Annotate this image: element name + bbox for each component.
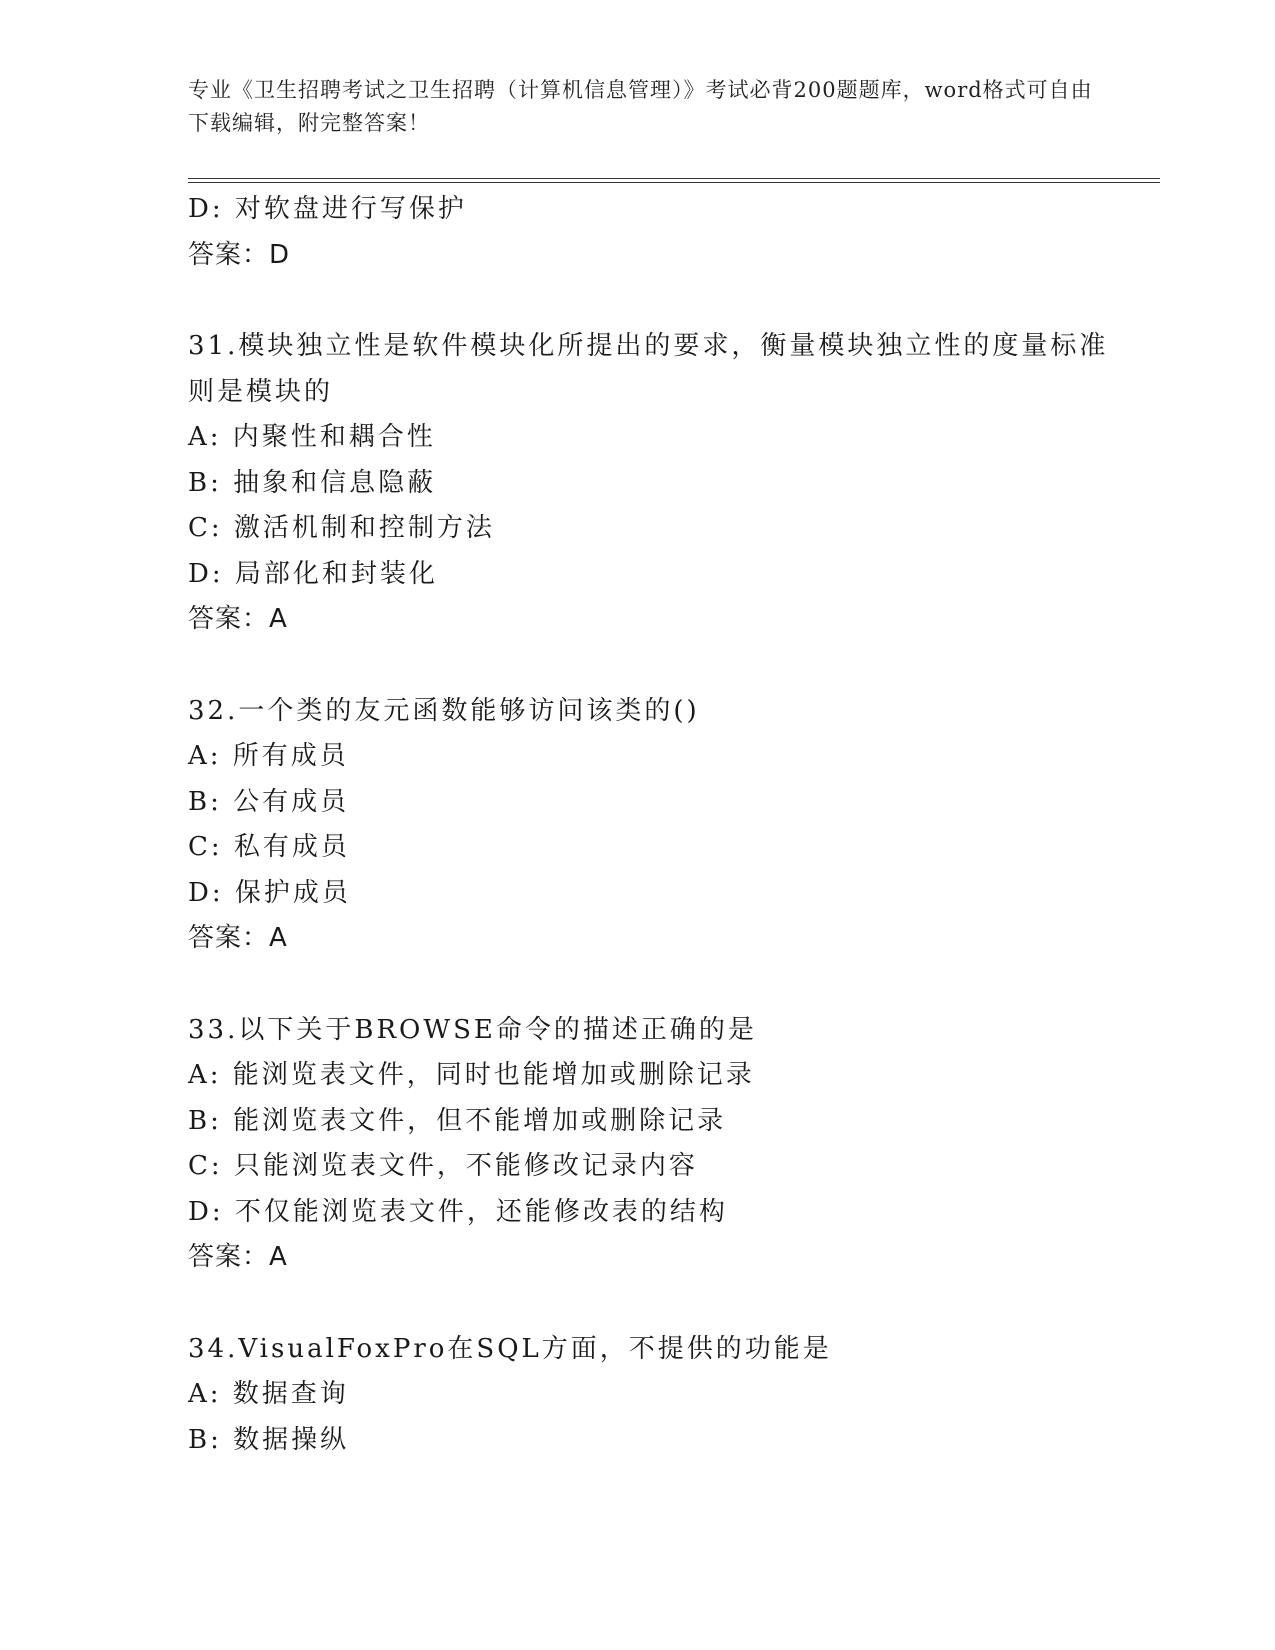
option-c: C: 激活机制和控制方法 <box>188 513 495 543</box>
question-33 <box>188 1008 1128 1281</box>
option-a: A: 数据查询 <box>188 1379 349 1409</box>
answer-label: 答案：D <box>188 239 291 270</box>
question-32 <box>188 689 1128 962</box>
answer-label: 答案：A <box>188 923 288 953</box>
header-divider <box>188 178 1160 183</box>
option-a: A: 所有成员 <box>188 741 349 771</box>
answer-label: 答案：A <box>188 1242 288 1272</box>
option-a: A: 能浏览表文件，同时也能增加或删除记录 <box>188 1060 755 1090</box>
question-stem: 31.模块独立性是软件模块化所提出的要求，衡量模块独立性的度量标准则是模块的 <box>188 331 1109 407</box>
option-b: B: 能浏览表文件，但不能增加或删除记录 <box>188 1105 727 1136</box>
question-stem: 32.一个类的友元函数能够访问该类的() <box>188 695 700 726</box>
option-d: D: 对软盘进行写保护 <box>188 194 467 224</box>
question-31 <box>188 324 1128 643</box>
question-34 <box>188 1327 1128 1464</box>
question-list <box>188 187 1128 1463</box>
option-a: A: 内聚性和耦合性 <box>188 422 436 452</box>
option-c: C: 只能浏览表文件，不能修改记录内容 <box>188 1151 698 1181</box>
option-b: B: 抽象和信息隐蔽 <box>188 467 437 498</box>
option-b: B: 公有成员 <box>188 786 350 817</box>
option-d: D: 局部化和封装化 <box>188 558 438 589</box>
option-b: B: 数据操纵 <box>188 1424 350 1455</box>
option-d: D: 保护成员 <box>188 877 351 908</box>
question-stem: 34.VisualFoxPro在SQL方面，不提供的功能是 <box>188 1333 832 1364</box>
option-d: D: 不仅能浏览表文件，还能修改表的结构 <box>188 1196 728 1227</box>
document-intro: 专业《卫生招聘考试之卫生招聘（计算机信息管理）》考试必背200题题库，word格式可自由下载编辑，附完整答案！ <box>188 78 1093 135</box>
question-stem: 33.以下关于BROWSE命令的描述正确的是 <box>188 1014 757 1045</box>
option-c: C: 私有成员 <box>188 832 350 862</box>
answer-label: 答案：A <box>188 604 288 634</box>
